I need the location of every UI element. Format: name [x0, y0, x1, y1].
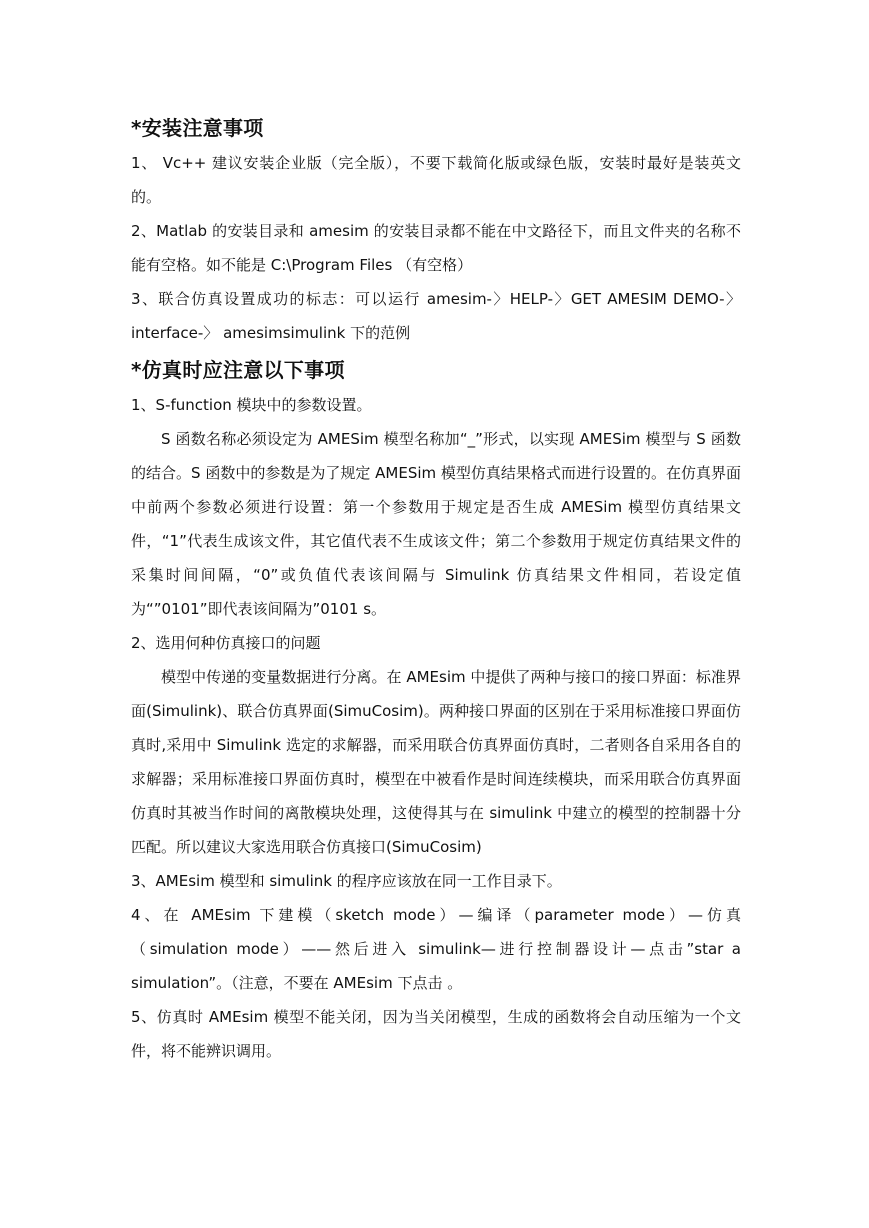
sim-note-5: 5、仿真时 AMEsim 模型不能关闭，因为当关闭模型，生成的函数将会自动压缩为一个文件，将不能辨识调用。 — [131, 1008, 741, 1060]
document-page — [131, 110, 746, 1068]
sim-note-4: 4、在 AMEsim 下建模（sketch mode）—编译（parameter mode）—仿真（simulation mode）——然后进入 simulink—进行控制器设计—点击”star a simulation”。（注意，不要在 AMEsim 下点击 。 — [131, 906, 746, 992]
install-note-2: 2、Matlab 的安装目录和 amesim 的安装目录都不能在中文路径下，而且文件夹的名称不能有空格。如不能是 C:\Program Files （有空格） — [131, 222, 741, 274]
sim-note-2-body: 模型中传递的变量数据进行分离。在 AMEsim 中提供了两种与接口的接口界面：标准界面(Simulink)、联合仿真界面(SimuCosim)。两种接口界面的区别在于采用标准接口界面仿真时,采用中 Simulink 选定的求解器，而采用联合仿真界面仿真时，二者则各自采用各自的求解器；采用标准接口界面仿真时，模型在中被看作是时间连续模块，而采用联合仿真界面仿真时其被当作时间的离散模块处理，这使得其与在 simulink 中建立的模型的控制器十分匹配。所以建议大家选用联合仿真接口(SimuCosim) — [131, 668, 741, 856]
install-note-3: 3、联合仿真设置成功的标志：可以运行 amesim-〉HELP-〉GET AMESIM DEMO-〉interface-〉 amesimsimulink 下的范例 — [131, 290, 741, 342]
section-heading-simulation-notes: *仿真时应注意以下事项 — [131, 358, 345, 382]
sim-note-2-title: 2、选用何种仿真接口的问题 — [131, 634, 321, 652]
sim-note-1-body: S 函数名称必须设定为 AMESim 模型名称加“_”形式，以实现 AMESim 模型与 S 函数的结合。S 函数中的参数是为了规定 AMESim 模型仿真结果格式而进行设置的。在仿真界面中前两个参数必须进行设置：第一个参数用于规定是否生成 AMESim 模型仿真结果文件，“1”代表生成该文件，其它值代表不生成该文件；第二个参数用于规定仿真结果文件的采集时间间隔，“0”或负值代表该间隔与 Simulink 仿真结果文件相同，若设定值为“”0101”即代表该间隔为”0101 s。 — [131, 430, 741, 618]
sim-note-1-title: 1、S-function 模块中的参数设置。 — [131, 396, 372, 414]
install-note-1: 1、 Vc++ 建议安装企业版（完全版），不要下载简化版或绿色版，安装时最好是装英文的。 — [131, 154, 741, 206]
sim-note-3: 3、AMEsim 模型和 simulink 的程序应该放在同一工作目录下。 — [131, 872, 562, 890]
section-heading-install-notes: *安装注意事项 — [131, 116, 264, 140]
